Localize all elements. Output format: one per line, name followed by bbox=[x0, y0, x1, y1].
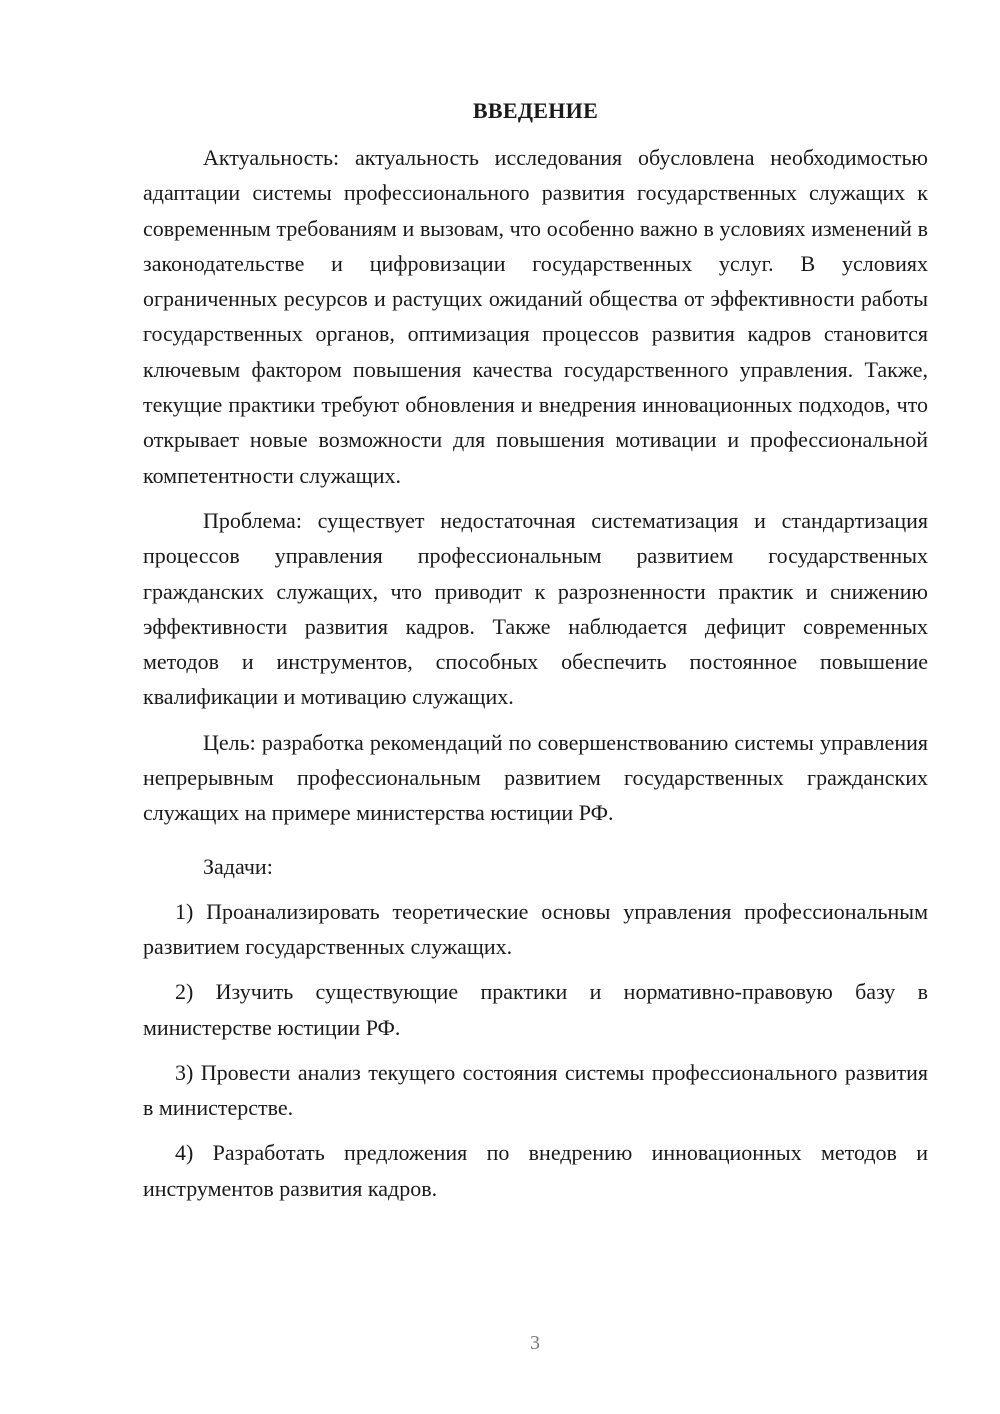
paragraph-goal: Цель: разработка рекомендаций по совершенствованию системы управления непрерывным профессиональным развитием государственных гражданских служащих на примере министерства юстиции РФ. bbox=[143, 729, 928, 826]
page-content bbox=[143, 96, 928, 1216]
task-item-2: 2) Изучить существующие практики и нормативно-правовую базу в министерстве юстиции РФ. bbox=[143, 979, 928, 1040]
paragraph-relevance: Актуальность: актуальность исследования обусловлена необходимостью адаптации системы профессионального развития государственных служащих к современным требованиям и вызовам, что особенно важно в условиях изменений в законодательстве и цифровизации государственных услуг. В условиях ограниченных ресурсов и растущих ожиданий общества от эффективности работы государственных органов, оптимизация процессов развития кадров становится ключевым фактором повышения качества государственного управления. Также, текущие практики требуют обновления и внедрения инновационных подходов, что открывает новые возможности для повышения мотивации и профессиональной компетентности служащих. bbox=[143, 145, 928, 488]
page-number: 3 bbox=[530, 1332, 540, 1354]
paragraph-problem: Проблема: существует недостаточная систематизация и стандартизация процессов управления профессиональным развитием государственных гражданских служащих, что приводит к разрозненности практик и снижению эффективности развития кадров. Также наблюдается дефицит современных методов и инструментов, способных обеспечить постоянное повышение квалификации и мотивацию служащих. bbox=[143, 507, 928, 710]
task-item-1: 1) Проанализировать теоретические основы управления профессиональным развитием государственных служащих. bbox=[143, 898, 928, 959]
page-title: ВВЕДЕНИЕ bbox=[472, 98, 599, 123]
tasks-heading: Задачи: bbox=[203, 853, 273, 879]
task-item-3: 3) Провести анализ текущего состояния системы профессионального развития в министерстве. bbox=[143, 1059, 928, 1121]
task-item-4: 4) Разработать предложения по внедрению инновационных методов и инструментов развития кадров. bbox=[143, 1140, 928, 1201]
